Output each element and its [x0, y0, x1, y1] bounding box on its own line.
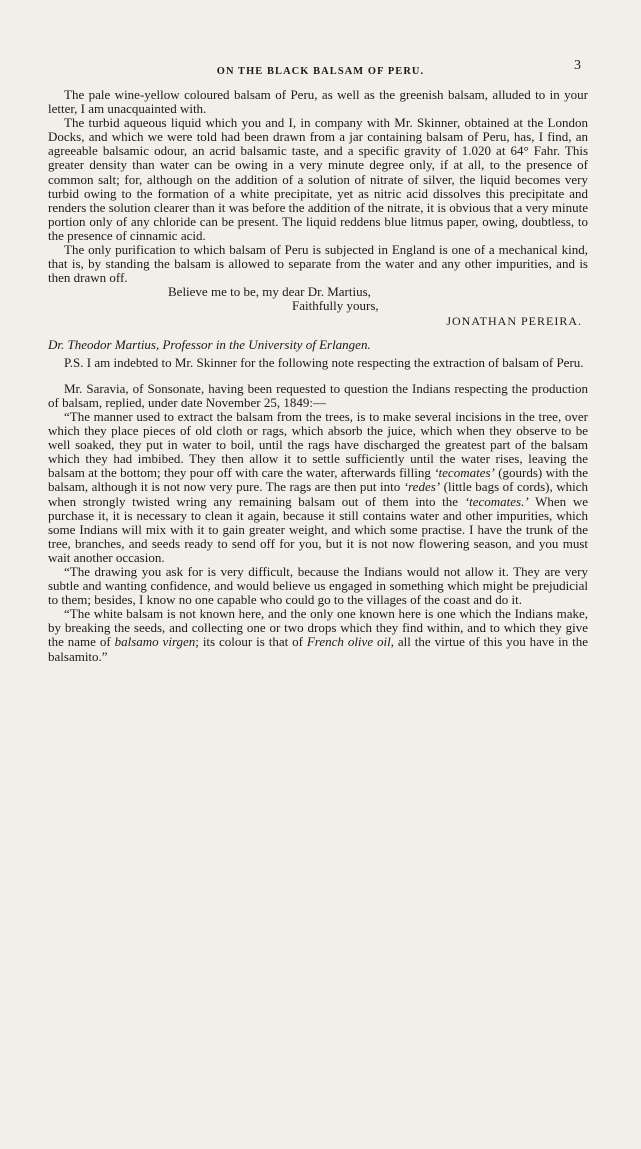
note-quote-1-text: (little bags of cords), which when strongly twisted wring any remaining balsam out of them into the: [48, 479, 588, 509]
term-balsamo-virgen: balsamo virgen: [114, 634, 196, 650]
note-quote-1-text: (gourds) with the balsam, although it is not now very pure. The rags are then put into: [48, 465, 588, 495]
letter-closing: Believe me to be, my dear Dr. Martius,: [168, 284, 371, 300]
letter-paragraph-1: The pale wine-yellow coloured balsam of Peru, as well as the greenish balsam, alluded to in your letter, I am unacquainted with.: [48, 87, 588, 117]
letter-signature: JONATHAN PEREIRA.: [446, 313, 582, 328]
note-quote-1-text: “The manner used to extract the balsam from the trees, is to make several incisions in the tree, over which they place pieces of old cloth or rags, which absorb the juice, which when they observe to be well soaked, they put in water to boil, until the rags have discharged the greatest part of the balsam which they had imbibed. They then allow it to settle sufficiently until the water rises, leaving the balsam at the bottom; they pour off with care the water, afterwards filling: [48, 408, 588, 481]
page-body: [48, 88, 588, 664]
term-tecomates: ‘tecomates.’: [464, 493, 529, 509]
note-quote-2: “The drawing you ask for is very difficult, because the Indians would not allow it. They are very subtle and wanting confidence, and would believe us engaged in something which might be prejudicial to them; besides, I know no one capable who could go to the villages of the coast and do it.: [48, 564, 588, 608]
postscript: P.S. I am indebted to Mr. Skinner for the following note respecting the extraction of balsam of Peru.: [64, 354, 584, 370]
term-french-olive-oil: French olive oil: [306, 634, 391, 650]
note-quote-3-text: ; its colour is that of: [195, 634, 307, 650]
letter-paragraph-3: The only purification to which balsam of Peru is subjected in England is one of a mechanical kind, that is, by standing the balsam is allowed to separate from the water and any other impurities, and is then drawn off.: [48, 242, 588, 286]
term-tecomates: ‘tecomates’: [434, 465, 495, 481]
note-quote-1-text: When we purchase it, it is necessary to clean it again, because it still contains water and other impurities, which some Indians will mix with it to gain greater weight, and which some practise. I have the trunk of the tree, branches, and seeds ready to send off for you, but it is not now flowering season, and you must wait another occasion.: [48, 493, 588, 565]
note-quote-3-text: , all the virtue of this you have in the balsamito.”: [48, 634, 589, 664]
running-title: ON THE BLACK BALSAM OF PERU.: [216, 66, 425, 77]
letter-paragraph-2: The turbid aqueous liquid which you and I, in company with Mr. Skinner, obtained at the London Docks, and which we were told had been drawn from a jar containing balsam of Peru, has, I find, an agreeable balsamic odour, an acrid balsamic taste, and a specific gravity of 1.020 at 64° Fahr. This greater density than water can be owing in a very minute degree only, if at all, to the presence of common salt; for, although on the addition of a solution of nitrate of silver, the liquid becomes very turbid owing to the formation of a white precipitate, yet as nitric acid dissolves this precipitate and renders the solution clearer than it was before the addition of the nitrate, it is obvious that a very minute portion only of any chloride can be present. The liquid reddens blue litmus paper, owing, doubtless, to the presence of cinnamic acid.: [48, 115, 588, 243]
note-intro: Mr. Saravia, of Sonsonate, having been requested to question the Indians respecting the production of balsam, replied, under date November 25, 1849:—: [48, 380, 588, 410]
addressee-line: Dr. Theodor Martius, Professor in the University of Erlangen.: [48, 336, 371, 352]
term-redes: ‘redes’: [403, 479, 441, 495]
note-quote-3: [48, 607, 588, 663]
note-quote-1: [48, 410, 588, 565]
note-quote-3-text: “The white balsam is not known here, and the only one known here is one which the Indians make, by breaking the seeds, and collecting one or two drops which they find within, and to which they give the name of: [48, 606, 588, 650]
letter-valediction: Faithfully yours,: [292, 298, 379, 314]
page-number: 3: [574, 58, 581, 73]
